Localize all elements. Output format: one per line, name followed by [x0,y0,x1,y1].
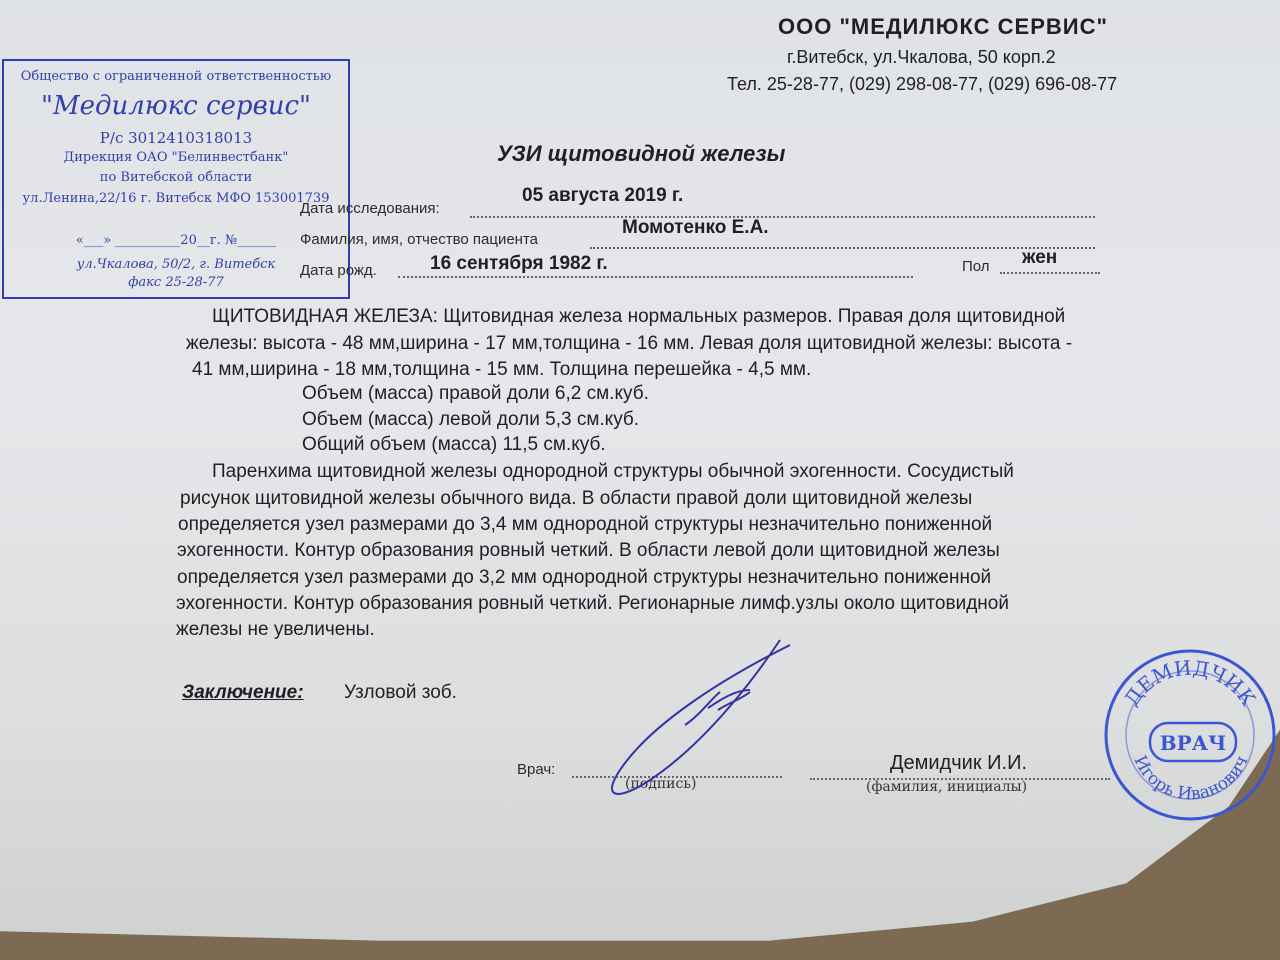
sex-dots [1000,272,1100,274]
company-address: г.Витебск, ул.Чкалова, 50 корп.2 [787,47,1056,67]
signature-scribble [590,630,810,810]
doctor-round-stamp [1100,645,1280,825]
signature-caption: (подпись) [625,776,697,792]
parenchyma-line-4: эхогенности. Контур образования ровный четкий. В области левой доли щитовидной железы [177,540,1000,561]
parenchyma-line-3: определяется узел размерами до 3,4 мм однородной структуры незначительно пониженной [178,514,993,535]
doctor-name-caption: (фамилия, инициалы) [866,779,1028,795]
stamp-line-1: Общество с ограниченной ответственностью [20,69,332,84]
company-stamp [2,59,350,299]
company-phones: Тел. 25-28-77, (029) 298-08-77, (029) 696-08-77 [727,74,1118,94]
patient-name-dots [590,247,1095,249]
conclusion-label: Заключение: [182,682,304,703]
patient-name-value: Момотенко Е.А. [622,217,769,238]
findings-line-3: 41 мм,ширина - 18 мм,толщина - 15 мм. Толщина перешейка - 4,5 мм. [192,359,812,380]
findings-line-2: железы: высота - 48 мм,ширина - 17 мм,толщина - 16 мм. Левая доля щитовидной железы: высота - [186,333,1073,354]
stamp-line-2: "Медилюкс сервис" [41,91,311,121]
stamp-line-8: ул.Чкалова, 50/2, г. Витебск [76,257,276,272]
exam-date-value: 05 августа 2019 г. [522,185,684,206]
exam-date-dots [470,216,1095,218]
stamp-center-text: ВРАЧ [1159,731,1227,755]
volume-left: Объем (масса) левой доли 5,3 см.куб. [302,409,640,430]
parenchyma-line-6: эхогенности. Контур образования ровный четкий. Регионарные лимф.узлы около щитовидной [176,593,1009,614]
stamp-line-6: ул.Ленина,22/16 г. Витебск МФО 153001739 [22,191,330,206]
parenchyma-line-2: рисунок щитовидной железы обычного вида. В области правой доли щитовидной железы [180,488,973,509]
stamp-top-text: ДЕМИДЧИК [1119,655,1261,711]
sex-label: Пол [962,258,990,275]
conclusion-value: Узловой зоб. [344,682,457,703]
exam-date-label: Дата исследования: [300,200,440,217]
stamp-line-5: по Витебской области [99,170,253,185]
parenchyma-line-1: Паренхима щитовидной железы однородной структуры обычной эхогенности. Сосудистый [212,461,1014,482]
stamp-line-3: Р/с 3012410318013 [99,129,253,147]
parenchyma-line-7: железы не увеличены. [176,619,375,640]
document-title: УЗИ щитовидной железы [497,141,786,166]
company-name: ООО "МЕДИЛЮКС СЕРВИС" [778,14,1108,39]
stamp-line-4: Дирекция ОАО "Белинвестбанк" [63,150,289,165]
doctor-label: Врач: [517,761,556,778]
volume-right: Объем (масса) правой доли 6,2 см.куб. [302,383,649,404]
doctor-name: Демидчик И.И. [890,752,1028,774]
patient-name-label: Фамилия, имя, отчество пациента [300,231,539,248]
findings-line-1: ЩИТОВИДНАЯ ЖЕЛЕЗА: Щитовидная железа нормальных размеров. Правая доля щитовидной [212,306,1066,327]
birth-date-dots [398,276,913,278]
stamp-line-9: факс 25-28-77 [128,275,224,290]
parenchyma-line-5: определяется узел размерами до 3,2 мм однородной структуры незначительно пониженной [177,567,992,588]
stamp-bottom-text: Игорь Иванович [1129,752,1253,805]
birth-date-value: 16 сентября 1982 г. [430,253,608,274]
stamp-line-7: «___» __________20__г. №______ [75,233,277,248]
volume-total: Общий объем (масса) 11,5 см.куб. [302,434,606,455]
birth-date-label: Дата рожд. [300,262,377,279]
sex-value: жен [1022,247,1058,268]
